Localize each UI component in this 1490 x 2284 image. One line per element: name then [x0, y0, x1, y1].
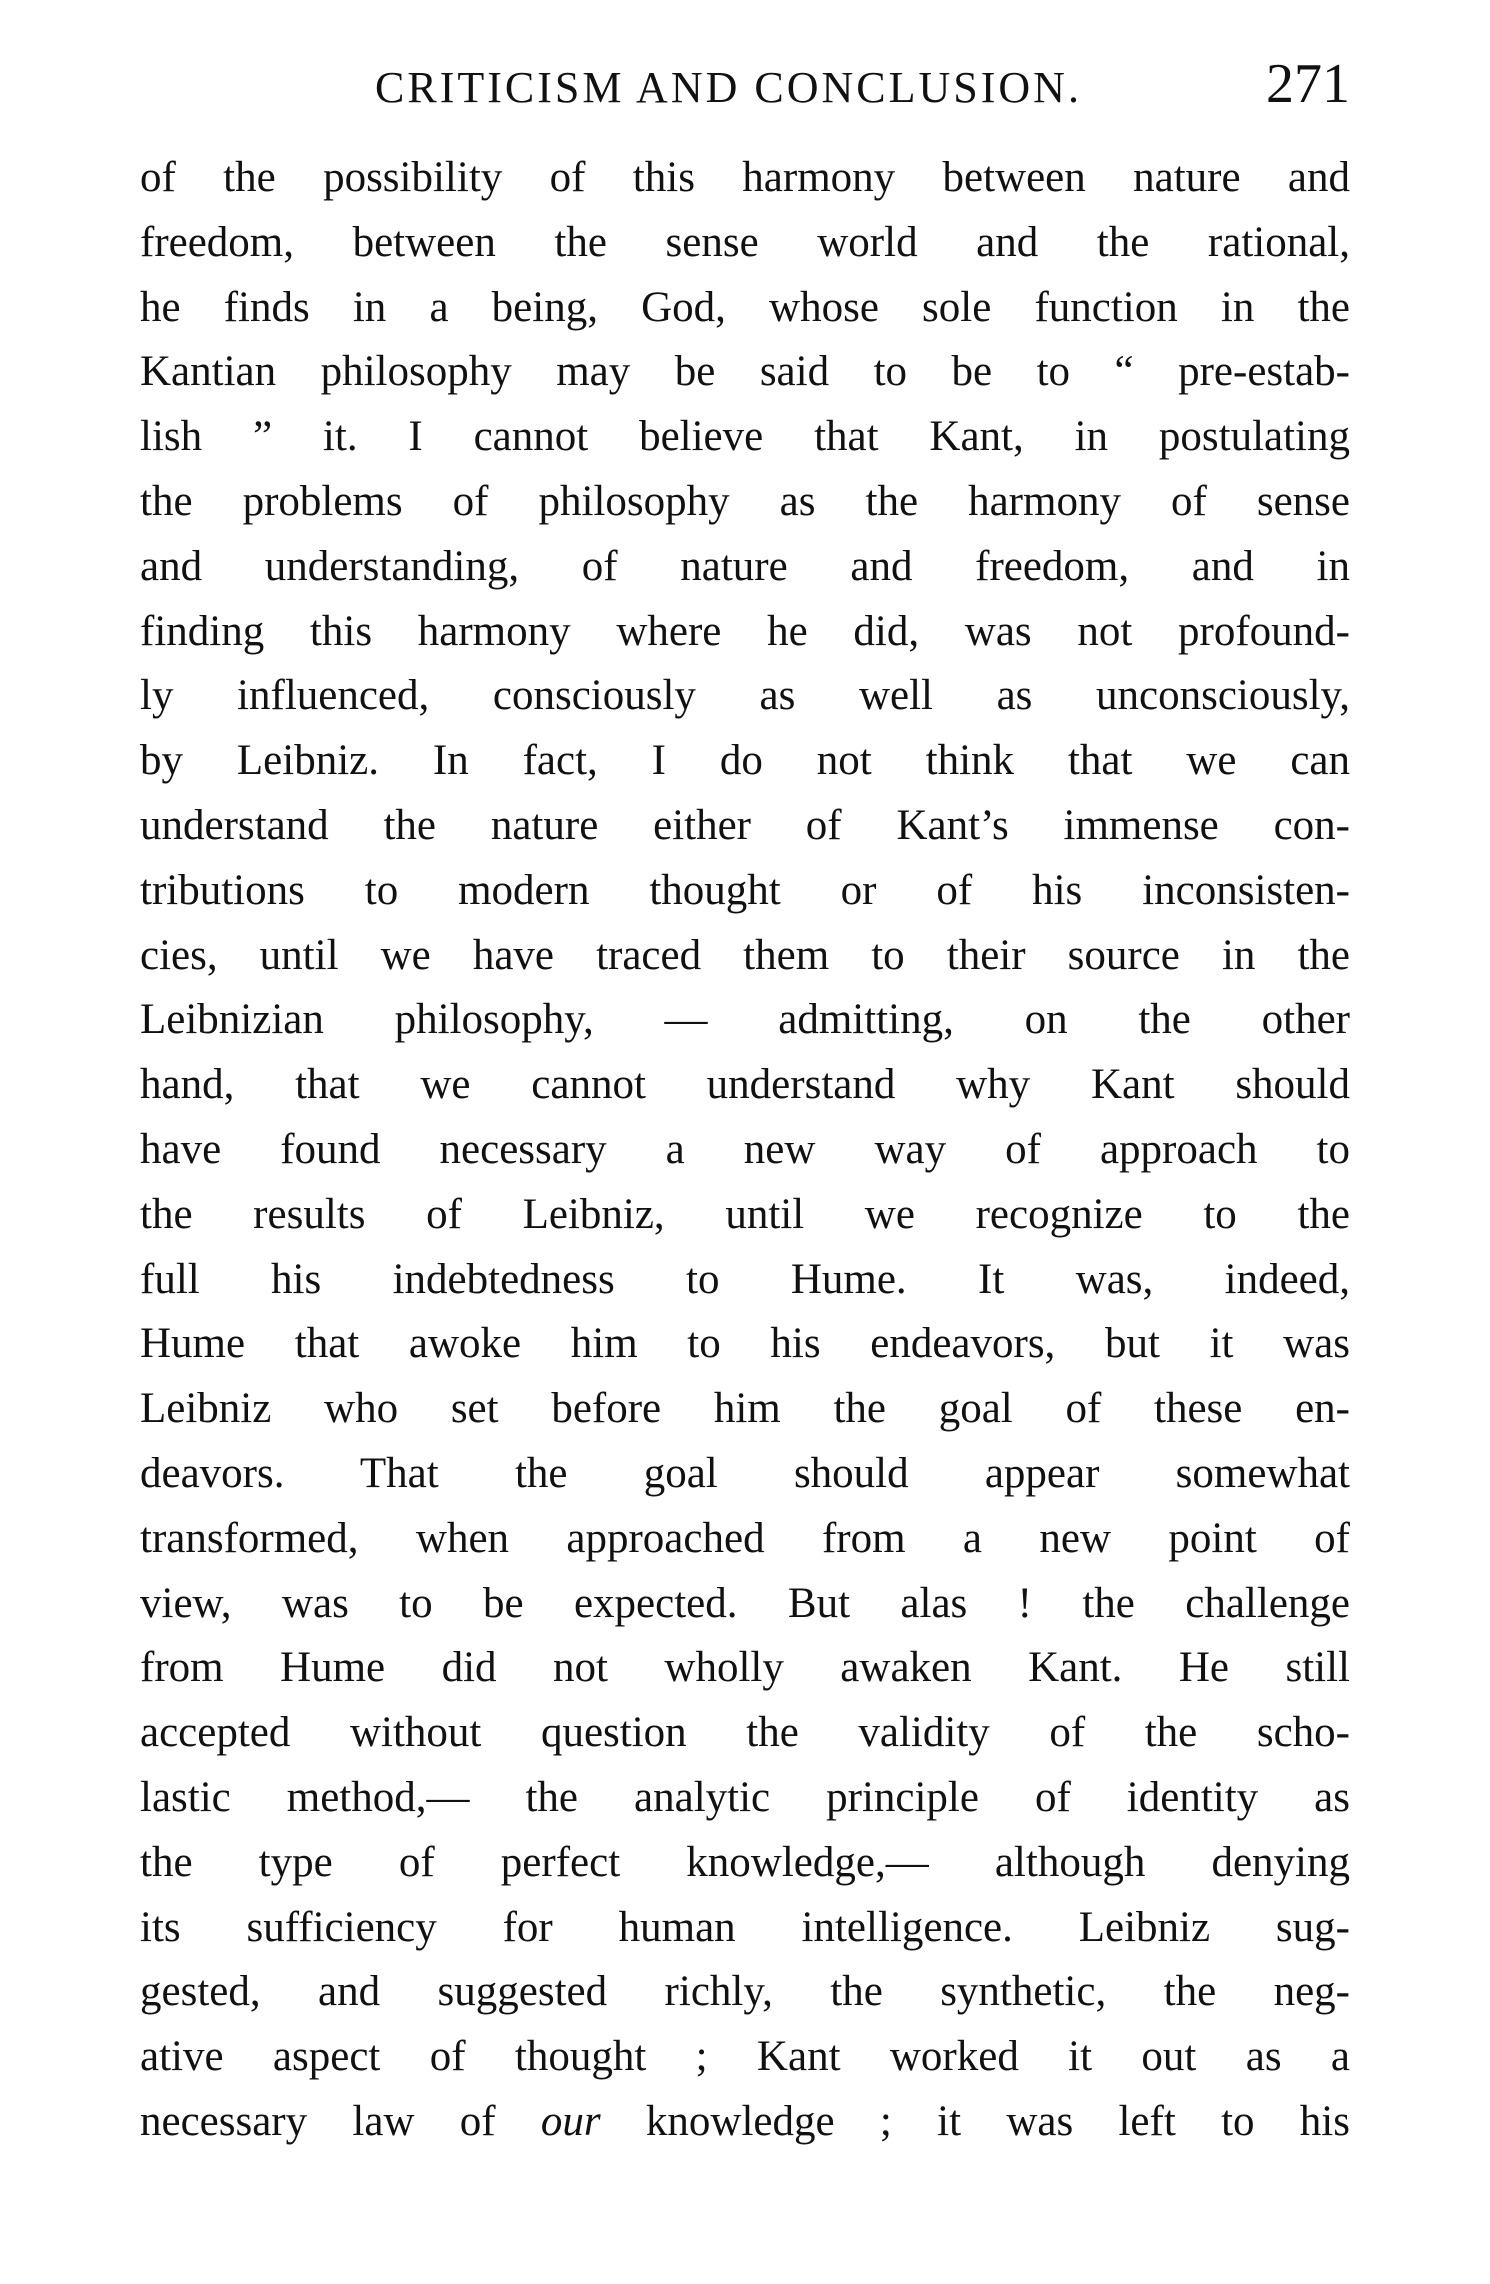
text-line: ative aspect of thought ; Kant worked it out as a [140, 2033, 1350, 2081]
text-line: by Leibniz. In fact, I do not think that we can [140, 737, 1350, 785]
text-line: freedom, between the sense world and the rational, [140, 218, 1350, 266]
text-line: accepted without question the validity of the scho- [140, 1709, 1350, 1757]
text-line: lastic method,— the analytic principle of identity as [140, 1773, 1350, 1821]
text-line: of the possibility of this harmony between nature and [140, 154, 1350, 201]
text-line: Kantian philosophy may be said to be to “ pre-estab- [140, 348, 1350, 396]
page-number: 271 [1266, 53, 1350, 115]
body-text [140, 146, 1350, 2155]
text-line: cies, until we have traced them to their source in the [140, 931, 1350, 979]
text-line: Leibniz who set before him the goal of these en- [140, 1385, 1350, 1433]
text-line: gested, and suggested richly, the synthetic, the neg- [140, 1968, 1350, 2016]
text-line: understand the nature either of Kant’s immense con- [140, 801, 1350, 849]
text-line: tributions to modern thought or of his inconsisten- [140, 866, 1350, 914]
text-line: he finds in a being, God, whose sole function in the [140, 283, 1350, 331]
text-line: full his indebtedness to Hume. It was, indeed, [140, 1255, 1350, 1303]
emphasized-word: our [540, 2097, 601, 2145]
text-line: have found necessary a new way of approach to [140, 1125, 1350, 1173]
text-line-final [140, 2090, 1350, 2155]
text-line: ly influenced, consciously as well as unconsciously, [140, 672, 1350, 720]
text-line: from Hume did not wholly awaken Kant. He still [140, 1644, 1350, 1692]
final-line-after: knowledge ; it was left to his [600, 2097, 1350, 2145]
text-line: view, was to be expected. But alas ! the challenge [140, 1579, 1350, 1627]
text-line: Hume that awoke him to his endeavors, but it was [140, 1320, 1350, 1368]
text-line: its sufficiency for human intelligence. Leibniz sug- [140, 1903, 1350, 1951]
running-title: CRITICISM AND CONCLUSION. [375, 63, 1082, 112]
text-line: the results of Leibniz, until we recognize to the [140, 1190, 1350, 1238]
text-line: transformed, when approached from a new point of [140, 1514, 1350, 1562]
text-line: the type of perfect knowledge,— although denying [140, 1838, 1350, 1886]
text-line: the problems of philosophy as the harmony of sense [140, 477, 1350, 525]
final-line-before: necessary law of [140, 2097, 541, 2145]
text-line: hand, that we cannot understand why Kant should [140, 1061, 1350, 1109]
text-line: deavors. That the goal should appear somewhat [140, 1449, 1350, 1497]
running-head [140, 52, 1350, 122]
text-line: Leibnizian philosophy, — admitting, on the other [140, 996, 1350, 1044]
text-line: finding this harmony where he did, was not profound- [140, 607, 1350, 655]
text-line: lish ” it. I cannot believe that Kant, in postulating [140, 413, 1350, 461]
text-line: and understanding, of nature and freedom, and in [140, 542, 1350, 590]
